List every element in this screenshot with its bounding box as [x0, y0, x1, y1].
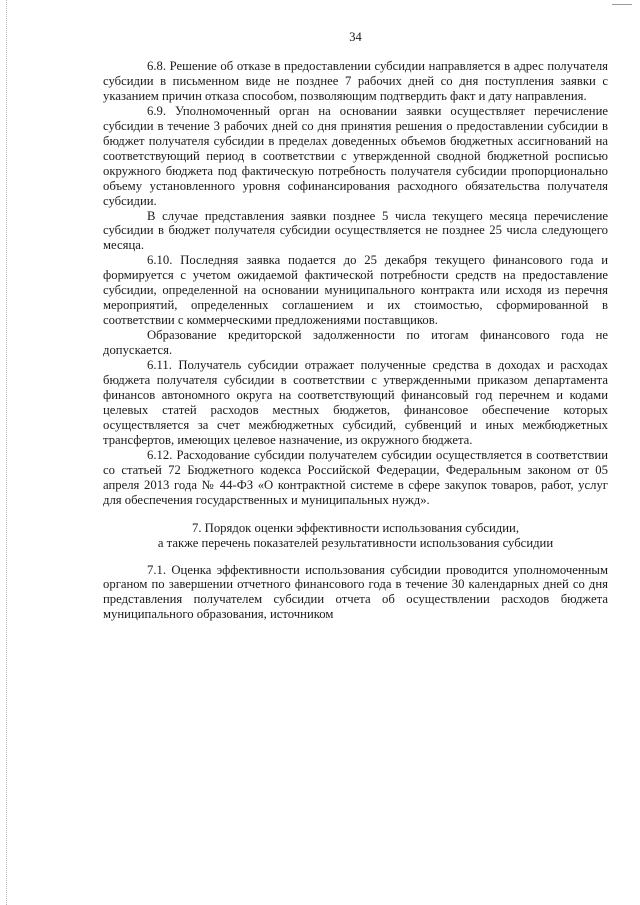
paragraph-7-1: 7.1. Оценка эффективности использования субсидии проводится уполномоченным органом по завершении отчетного финансового года в течение 30 календарных дней со дня представления получателем субсидии отчета об осуществлении расходов бюджета муниципального образования, источником — [103, 562, 608, 622]
paragraph-6-11: 6.11. Получатель субсидии отражает полученные средства в доходах и расходах бюджета получателя субсидии в соответствии с утвержденными приказом департамента финансов автономного округа на соответствующий финансовый год перечнем и кодами целевых статей расходов местных бюджетов, финансовое обеспечение которых осуществляется за счет межбюджетных субсидий, субвенций и иных межбюджетных трансфертов, имеющих целевое назначение, из окружного бюджета. — [103, 358, 608, 447]
paragraph-6-9-late-request: В случае представления заявки позднее 5 числа текущего месяца перечисление субсидии в бюджет получателя субсидии осуществляется не позднее 25 числа следующего месяца. — [103, 208, 608, 253]
paragraph-6-12: 6.12. Расходование субсидии получателем субсидии осуществляется в соответствии со статьей 72 Бюджетного кодекса Российской Федерации, Федеральным законом от 05 апреля 2013 года № 44-ФЗ «О контрактной системе в сфере закупок товаров, работ, услуг для обеспечения государственных и муниципальных нужд». — [103, 447, 608, 507]
document-page — [103, 30, 608, 622]
section-7-title-line-2: а также перечень показателей результативности использования субсидии — [157, 535, 554, 550]
scan-left-edge — [6, 0, 8, 905]
paragraph-creditor-debt: Образование кредиторской задолженности по итогам финансового года не допускается. — [103, 328, 608, 358]
page-number: 34 — [349, 30, 362, 44]
paragraph-6-10: 6.10. Последняя заявка подается до 25 декабря текущего финансового года и формируется с учетом ожидаемой фактической потребности средств на предоставление субсидии, определенной на основании муниципального контракта или исходя из перечня мероприятий, определенных соглашением и их стоимостью, сформированной в соответствии с коммерческими предложениями поставщиков. — [103, 253, 608, 328]
section-7-heading — [103, 521, 608, 551]
body-text — [103, 59, 608, 622]
scan-corner-mark — [612, 4, 632, 5]
paragraph-6-9: 6.9. Уполномоченный орган на основании заявки осуществляет перечисление субсидии в течение 3 рабочих дней со дня принятия решения о предоставлении субсидии в бюджет получателя субсидии в пределах доведенных объемов бюджетных ассигнований на соответствующий период в соответствии с утвержденной сводной бюджетной росписью окружного бюджета под фактическую потребность получателя субсидии пропорционально объему установленного уровня софинансирования расходного обязательства получателя субсидии. — [103, 103, 608, 208]
section-7-title-line-1: 7. Порядок оценки эффективности использования субсидии, — [191, 520, 520, 535]
paragraph-6-8: 6.8. Решение об отказе в предоставлении субсидии направляется в адрес получателя субсидии в письменном виде не позднее 7 рабочих дней со дня поступления заявки с указанием причин отказа способом, позволяющим подтвердить факт и дату направления. — [103, 59, 608, 103]
